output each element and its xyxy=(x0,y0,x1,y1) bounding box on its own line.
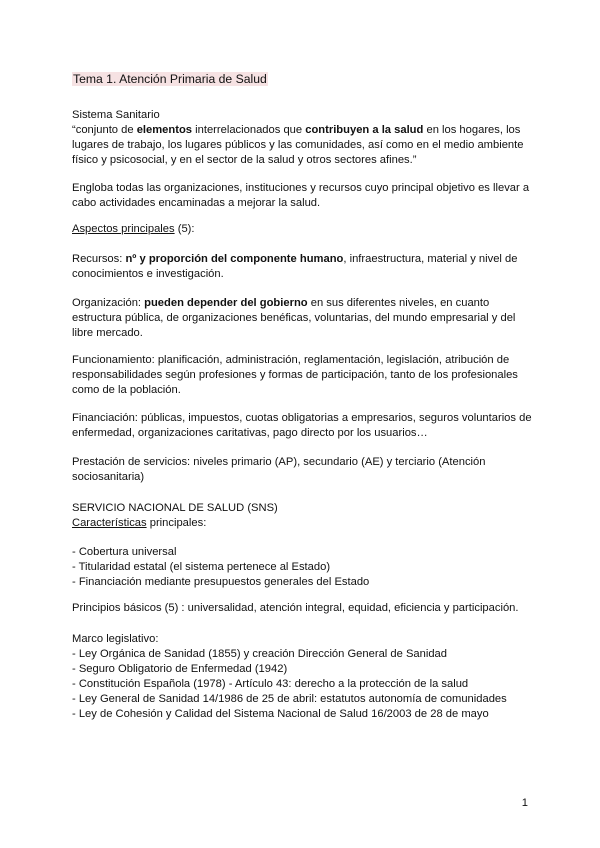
list-item: - Cobertura universal xyxy=(72,546,177,558)
financiacion-paragraph: Financiación: públicas, impuestos, cuotas obligatorias a empresarios, seguros voluntarios de enfermedad, organizaciones caritativas, pago directo por los usuarios… xyxy=(72,412,532,439)
list-item: - Ley de Cohesión y Calidad del Sistema Nacional de Salud 16/2003 de 28 de mayo xyxy=(72,708,489,720)
engloba-paragraph: Engloba todas las organizaciones, instituciones y recursos cuyo principal objetivo es llevar a cabo actividades encaminadas a mejorar la salud. xyxy=(72,182,530,209)
sns-section xyxy=(72,501,532,590)
definition-quote: “conjunto de elementos interrelacionados que contribuyen a la salud en los hogares, los lugares de trabajo, los lugares públicos y las comunidades, así como en el medio ambiente físico y psicosocial, y en el sector de la salud y otros sectores afines.” xyxy=(72,124,524,166)
list-item: - Constitución Española (1978) - Artículo 43: derecho a la protección de la salud xyxy=(72,678,469,690)
aspectos-heading: Aspectos principales (5): xyxy=(72,223,195,235)
funcionamiento-paragraph: Funcionamiento: planificación, administración, reglamentación, legislación, atribución de responsabilidades según profesiones y formas de participación, tanto de los profesionales como de la población. xyxy=(72,354,518,396)
list-item: - Titularidad estatal (el sistema pertenece al Estado) xyxy=(72,561,331,573)
list-item: - Seguro Obligatorio de Enfermedad (1942) xyxy=(72,663,288,675)
marco-section xyxy=(72,632,532,722)
prestacion-paragraph: Prestación de servicios: niveles primario (AP), secundario (AE) y terciario (Atención sociosanitaria) xyxy=(72,456,486,483)
section-heading: Sistema Sanitario xyxy=(72,109,160,121)
marco-heading: Marco legislativo: xyxy=(72,633,159,645)
page-title: Tema 1. Atención Primaria de Salud xyxy=(73,72,267,86)
list-item: - Ley General de Sanidad 14/1986 de 25 de abril: estatutos autonomía de comunidades xyxy=(72,693,507,705)
principios-paragraph: Principios básicos (5) : universalidad, atención integral, equidad, eficiencia y participación. xyxy=(72,602,519,614)
organizacion-paragraph: Organización: pueden depender del gobierno en sus diferentes niveles, en cuanto estructura pública, de organizaciones benéficas, voluntarias, del mundo empresarial y del libre mercado. xyxy=(72,297,516,339)
list-item: - Financiación mediante presupuestos generales del Estado xyxy=(72,576,370,588)
sns-heading: SERVICIO NACIONAL DE SALUD (SNS) xyxy=(72,502,278,514)
recursos-paragraph: Recursos: nº y proporción del componente humano, infraestructura, material y nivel de conocimientos e investigación. xyxy=(72,253,518,280)
caracteristicas-heading: Características principales: xyxy=(72,517,207,529)
page-number: 1 xyxy=(521,797,528,809)
sistema-sanitario-section xyxy=(72,108,532,168)
list-item: - Ley Orgánica de Sanidad (1855) y creación Dirección General de Sanidad xyxy=(72,648,447,660)
